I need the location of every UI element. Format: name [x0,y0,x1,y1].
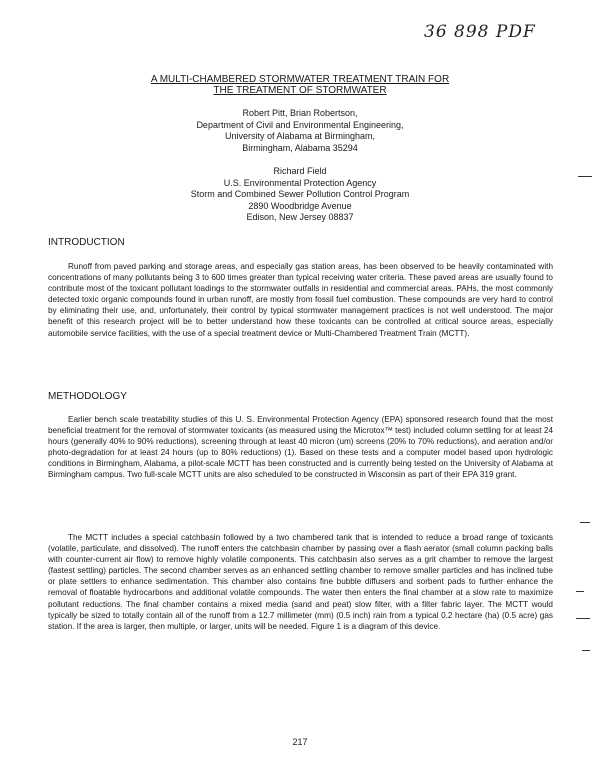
title-line-1: A MULTI-CHAMBERED STORMWATER TREATMENT TRAIN FOR [150,74,450,85]
author-city: Birmingham, Alabama 35294 [242,142,358,153]
introduction-heading: INTRODUCTION [48,237,125,248]
paper-title [0,74,600,96]
author2-agency: U.S. Environmental Protection Agency [223,177,377,188]
margin-mark [576,591,584,592]
margin-mark [582,650,590,651]
author2-name: Richard Field [273,166,327,176]
author2-city: Edison, New Jersey 08837 [246,212,354,222]
author-university: University of Alabama at Birmingham, [224,131,376,141]
author-department: Department of Civil and Environmental Engineering, [196,119,404,130]
author2-program: Storm and Combined Sewer Pollution Control Program [190,189,410,199]
methodology-paragraph-2: The MCTT includes a special catchbasin followed by a two chambered tank that is intended to reduce a broad range of toxicants (volatile, particulate, and dissolved). The runoff enters the catchbasin chamber by passing over a flash aerator (small column packing balls with counter-current air flow) to remove highly volatile components. This catchbasin also serves as a grit chamber to remove the largest (fastest settling) particles. The second chamber serves as an enhanced settling chamber to remove smaller particles and has inclined tube or plate settlers to enhance sedimentation. This chamber also contains fine bubble diffusers and sorbent pads to further enhance the removal of floatable hydrocarbons and additional volatile compounds. The water then enters the final chamber at a slow rate to maximize pollutant reductions. The final chamber contains a mixed media (sand and peat) slow filter, with a filter fabric layer. The MCTT would typically be sized to totally contain all of the runoff from a 12.7 millimeter (mm) (0.5 inch) rain from a typical 0.2 hectare (ha) (0.5 acre) gas station. If the area is larger, then multiple, or larger, units will be needed. Figure 1 is a diagram of this device. [48,533,553,631]
author-block-2 [0,166,600,224]
author-block-1 [0,108,600,154]
author2-street: 2890 Woodbridge Avenue [248,200,352,211]
author-names: Robert Pitt, Brian Robertson, [242,108,358,118]
margin-mark [580,522,590,523]
margin-mark [578,176,592,177]
methodology-paragraph-1: Earlier bench scale treatability studies of this U. S. Environmental Protection Agency (EPA) sponsored research found that the most beneficial treatment for the removal of stormwater toxicants (as measured using the Microtox™ test) included column settling for at least 24 hours (generally 40% to 90% reductions), screening through at least 40 micron (um) screens (20% to 70% reductions), and aeration and/or photo-degradation for at least 24 hours (up to 80% reductions) (1). Based on these tests and a computer model based upon hydrologic conditions in Birmingham, Alabama, a pilot-scale MCTT has been constructed and is currently being tested on the University of Alabama at Birmingham campus. Two full-scale MCTT units are also scheduled to be constructed in Wisconsin as part of their EPA 319 grant. [48,415,553,480]
title-line-2: THE TREATMENT OF STORMWATER [213,85,387,96]
page-number: 217 [292,737,308,747]
margin-mark [576,618,590,619]
introduction-paragraph: Runoff from paved parking and storage areas, and especially gas station areas, has been observed to be heavily contaminated with concentrations of many pollutants being 3 to 600 times greater than typical receiving water criteria. These paved areas are usually found to contribute most of the toxicant pollutant loadings to the stormwater outfalls in residential and commercial areas. PAHs, the most commonly detected toxic organic compounds found in urban runoff, are mostly from fossil fuel combustion. These compounds are very hard to control by eliminating their use, and, unfortunately, their control by typical stormwater management practices is not well understood. The major benefit of this research project will be to better understand how these toxicants can be controlled at critical source areas, especially automobile service facilities, with the use of a special treatment device or Multi-Chambered Treatment Train (MCTT). [48,262,553,338]
handwritten-note: 36 898 PDF [424,22,536,42]
methodology-heading: METHODOLOGY [48,391,127,402]
